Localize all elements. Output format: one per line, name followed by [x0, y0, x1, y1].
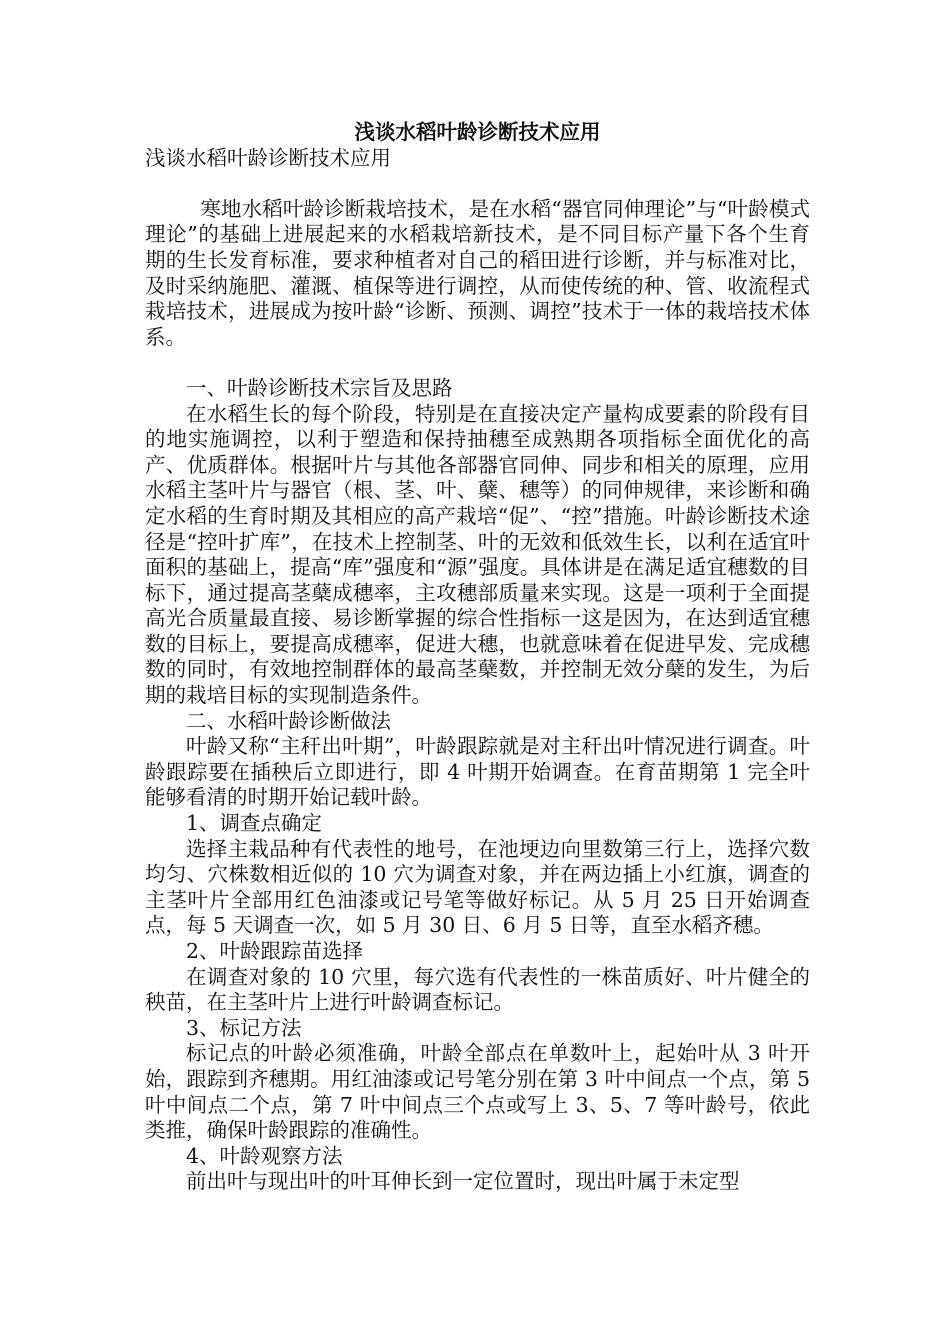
subsection-paragraph-2: 在调查对象的 10 穴里，每穴选有代表性的一株苗质好、叶片健全的秧苗，在主茎叶片上进行叶龄调查标记。 — [145, 964, 810, 1015]
document-page — [145, 120, 810, 1195]
subsection-paragraph-4: 前出叶与现出叶的叶耳伸长到一定位置时，现出叶属于未定型 — [186, 1169, 740, 1194]
subsection-heading-1: 1、调查点确定 — [186, 811, 323, 836]
blank-line — [145, 350, 810, 376]
blank-line — [145, 171, 810, 197]
section-paragraph-2: 叶龄又称“主秆出叶期”，叶龄跟踪就是对主秆出叶情况进行调查。叶龄跟踪要在插秧后立即进行，即 4 叶期开始调查。在育苗期第 1 完全叶能够看清的时期开始记载叶龄。 — [145, 734, 810, 810]
subsection-paragraph-3: 标记点的叶龄必须准确，叶龄全部点在单数叶上，起始叶从 3 叶开始，跟踪到齐穗期。用红油漆或记号笔分别在第 3 叶中间点一个点，第 5 叶中间点二个点，第 7 叶中间点三个点或写上 3、5、7 等叶龄号，依此类推，确保叶龄跟踪的准确性。 — [145, 1041, 810, 1143]
subsection-heading-3: 3、标记方法 — [186, 1015, 302, 1040]
section-heading-1: 一、叶龄诊断技术宗旨及思路 — [186, 375, 453, 400]
document-subtitle: 浅谈水稻叶龄诊断技术应用 — [145, 145, 391, 170]
subsection-heading-2: 2、叶龄跟踪苗选择 — [186, 939, 364, 963]
subsection-paragraph-1: 选择主栽品种有代表性的地号，在池埂边向里数第三行上，选择穴数均匀、穴株数相近似的 10 穴为调查对象，并在两边插上小红旗，调查的主茎叶片全部用红色油漆或记号笔等做好标记。从 5 月 25 日开始调查点，每 5 天调查一次，如 5 月 30 日、6 月 5 日等，直至水稻齐穗。 — [145, 836, 810, 938]
intro-paragraph: 寒地水稻叶龄诊断栽培技术，是在水稻“器官同伸理论”与“叶龄模式理论”的基础上进展起来的水稻栽培新技术，是不同目标产量下各个生育期的生长发育标准，要求种植者对自己的稻田进行诊断，并与标准对比，及时采纳施肥、灌溉、植保等进行调控，从而使传统的种、管、收流程式栽培技术，进展成为按叶龄“诊断、预测、调控”技术于一体的栽培技术体系。 — [145, 196, 810, 349]
section-heading-2: 二、水稻叶龄诊断做法 — [186, 708, 391, 733]
subsection-heading-4: 4、叶龄观察方法 — [186, 1143, 343, 1168]
section-paragraph-1: 在水稻生长的每个阶段，特别是在直接决定产量构成要素的阶段有目的地实施调控，以利于塑造和保持抽穗至成熟期各项指标全面优化的高产、优质群体。根据叶片与其他各部器官同伸、同步和相关的原理，应用水稻主茎叶片与器官（根、茎、叶、蘖、穗等）的同伸规律，来诊断和确定水稻的生育时期及其相应的高产栽培“促”、“控”措施。叶龄诊断技术途径是“控叶扩库”，在技术上控制茎、叶的无效和低效生长，以利在适宜叶面积的基础上，提高“库”强度和“源”强度。具体讲是在满足适宜穗数的目标下，通过提高茎蘖成穗率，主攻穗部质量来实现。这是一项利于全面提高光合质量最直接、易诊断掌握的综合性指标一这是因为，在达到适宜穗数的目标上，要提高成穗率，促进大穗，也就意味着在促进早发、完成穗数的同时，有效地控制群体的最高茎蘖数，并控制无效分蘖的发生，为后期的栽培目标的实现制造条件。 — [145, 401, 810, 708]
document-title: 浅谈水稻叶龄诊断技术应用 — [354, 120, 601, 144]
